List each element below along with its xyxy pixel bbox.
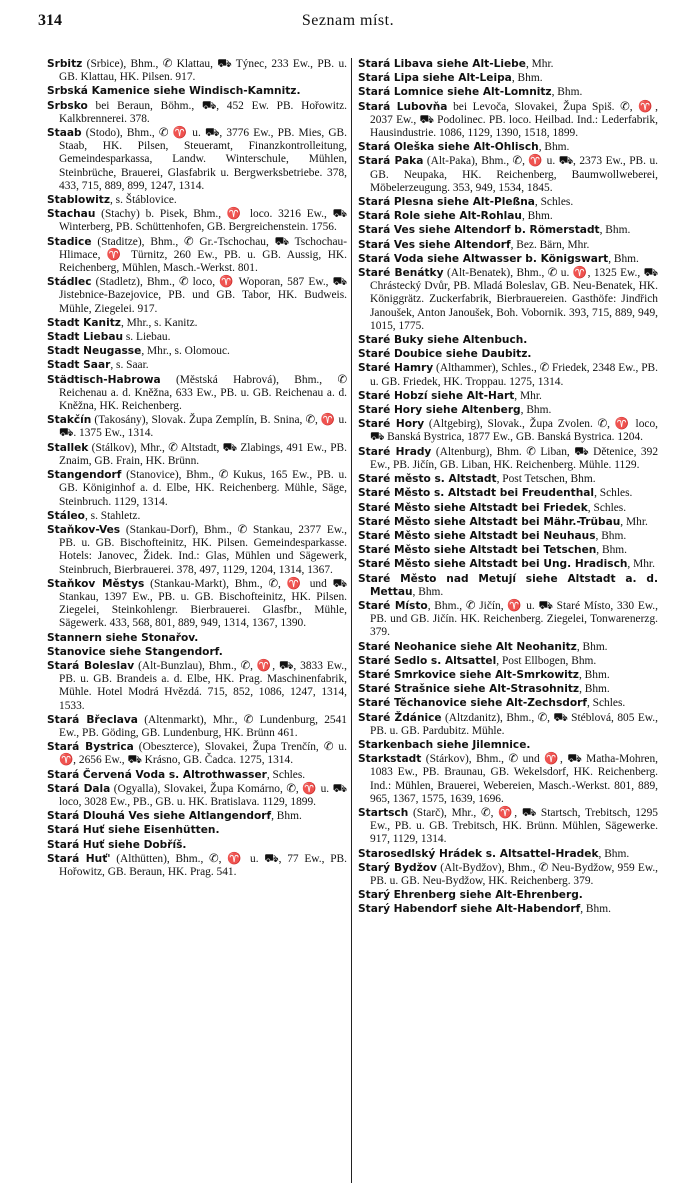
entry-headword: Stablowitz (47, 194, 110, 207)
entry-text: (Takosány), Slovak. Župa Zemplín, B. Snina, ✆, ♈ u. ⛟. 1375 Ew., 1314. (59, 414, 347, 440)
gazetteer-entry (358, 655, 658, 668)
gazetteer-entry (47, 317, 347, 330)
gazetteer-entry (358, 86, 658, 99)
gazetteer-entry (358, 573, 658, 599)
gazetteer-entry (358, 239, 658, 252)
entry-text: (Alt-Bydžov), Bhm., ✆ Neu-Bydžow, 959 Ew., PB. u. GB. Neu-Bydžow, HK. Reichenberg. 379. (370, 861, 659, 887)
entry-headword: Stará Dlouhá Ves siehe Altlangendorf (47, 810, 272, 823)
entry-text: (Altgebirg), Slovak., Župa Zvolen. ✆, ♈ loco, ⛟ Banská Bystrica, 1877 Ew., GB. Banská Bystrica. 1204. (370, 418, 659, 444)
entry-text: , Post Ellbogen, Bhm. (496, 654, 597, 667)
entry-text: (Stanovice), Bhm., ✆ Kukus, 165 Ew., PB. u. GB. Königinhof a. d. Elbe, HK. Reichenberg. Mühle, Säge, Steinbruch. 1129, 1314. (59, 469, 347, 508)
entry-text: , Bhm. (599, 224, 631, 237)
column-divider (351, 58, 352, 1183)
gazetteer-entry (358, 253, 658, 266)
entry-text: , Mhr., s. Kanitz. (120, 316, 198, 329)
gazetteer-entry (47, 853, 347, 879)
entry-headword: Stará Břeclava (47, 713, 138, 726)
gazetteer-entry (358, 72, 658, 85)
entry-headword: Städtisch-Habrowa (47, 373, 161, 386)
entry-text: , Bhm. (580, 903, 611, 916)
gazetteer-entry (358, 267, 658, 333)
entry-text: (Althütten), Bhm., ✆, ♈ u. ⛟, 77 Ew., PB. Hořowitz, GB. Beraun, HK. Prag. 541. (59, 852, 347, 878)
gazetteer-entry (358, 697, 658, 710)
entry-headword: Stallek (47, 441, 89, 454)
entry-text: , Bhm. (521, 210, 553, 223)
entry-text: , Schles. (266, 768, 306, 781)
entry-text: , Mhr., s. Olomouc. (141, 345, 230, 358)
gazetteer-entry (358, 641, 658, 654)
gazetteer-entry (47, 824, 347, 837)
gazetteer-entry (47, 236, 347, 276)
entry-headword: Staré Místo (358, 599, 428, 612)
gazetteer-entry (47, 769, 347, 782)
gazetteer-entry (47, 469, 347, 509)
gazetteer-entry (358, 600, 658, 640)
entry-headword: Stáleo (47, 509, 85, 522)
gazetteer-entry (358, 502, 658, 515)
entry-headword: Stakčín (47, 414, 92, 427)
gazetteer-entry (47, 578, 347, 631)
gazetteer-entry (47, 359, 347, 372)
entry-headword: Staré Hamry (358, 362, 434, 375)
gazetteer-entry (47, 714, 347, 740)
entry-headword: Staré Město siehe Altstadt bei Ung. Hradisch (358, 558, 628, 571)
entry-text: (Alt-Benatek), Bhm., ✆ u. ♈, 1325 Ew., ⛟ Chrástecký Dvůr, PB. Mladá Boleslav, GB. Neu-Benatek, HK. Königgrätz. Zuckerfabrik, Bierbrauereien. Gasthöfe: Jindřich Janoušek, Anton Janoušek, Boh. Vobornik. 393, 715, 889, 949, 1015, 1775. (370, 267, 659, 332)
entry-text: , Bhm. (578, 668, 610, 681)
gazetteer-entry (47, 345, 347, 358)
gazetteer-entry (47, 85, 347, 98)
entry-headword: Stará Ves siehe Altendorf (358, 238, 511, 251)
entry-text: , Schles. (534, 196, 574, 209)
gazetteer-entry (358, 224, 658, 237)
entry-headword: Staré Doubice siehe Daubitz. (358, 348, 532, 361)
entry-headword: Startsch (358, 806, 409, 819)
entry-headword: Staré Město s. Altstadt bei Freudenthal (358, 487, 595, 500)
entry-text: (Alt-Paka), Bhm., ✆, ♈ u. ⛟, 2373 Ew., PB. u. GB. Neupaka, HK. Reichenberg, Baumwollweberei, Möbelerzeugung. 353, 949, 1534, 1845. (370, 155, 658, 194)
entry-headword: Staré Město siehe Altstadt bei Mähr.-Trübau (358, 515, 621, 528)
gazetteer-entry (47, 810, 347, 823)
gazetteer-entry (358, 558, 658, 571)
gazetteer-entry (358, 141, 658, 154)
entry-text: (Alt-Bunzlau), Bhm., ✆, ♈, ⛟, 3833 Ew., PB. u. GB. Brandeis a. d. Elbe, HK. Prag. Maschinenfabrik, Mühle. Hotel Modrá Hvězdá. 715, 852, 1086, 1247, 1314, 1533. (59, 659, 347, 712)
entry-text: (Altzdanitz), Bhm., ✆, ⛟ Stéblová, 805 Ew., PB. u. GB. Pardubitz. Mühle. (370, 711, 658, 737)
entry-text: , Post Tetschen, Bhm. (496, 473, 596, 486)
page-number: 314 (38, 12, 62, 29)
entry-text: , Bhm. (412, 585, 444, 598)
gazetteer-entry (358, 196, 658, 209)
entry-headword: Starý Bydžov (358, 861, 437, 874)
entry-text: , Mhr. (627, 558, 655, 571)
entry-text: , Bhm. (598, 847, 630, 860)
entry-headword: Starkenbach siehe Jilemnice. (358, 738, 531, 751)
entry-text: (Altenmarkt), Mhr., ✆ Lundenburg, 2541 Ew., PB. Göding, GB. Lundenburg, HK. Brünn 461. (59, 713, 347, 739)
entry-headword: Staré Buky siehe Altenbuch. (358, 334, 528, 347)
entry-headword: Starý Ehrenberg siehe Alt-Ehrenberg. (358, 889, 583, 902)
gazetteer-entry (358, 889, 658, 902)
entry-text: bei Beraun, Böhm., ⛟, 452 Ew. PB. Hořowitz. Kalkbrennerei. 378. (59, 99, 347, 125)
entry-headword: Stará Huť siehe Eisenhütten. (47, 824, 220, 837)
entry-headword: Stadice (47, 235, 92, 248)
entry-text: , Bhm. (579, 683, 610, 696)
gazetteer-entry (358, 334, 658, 347)
gazetteer-entry (47, 100, 347, 126)
entry-headword: Stará Role siehe Alt-Rohlau (358, 210, 522, 223)
entry-headword: Staré město s. Altstadt (358, 473, 497, 486)
entry-headword: Staré Hory siehe Altenberg (358, 404, 521, 417)
entry-headword: Stádlec (47, 276, 92, 289)
entry-text: (Ogyalla), Slovakei, Župa Komárno, ✆, ♈ u. ⛟ loco, 3028 Ew., PB., GB. u. HK. Bratislava. 1129, 1899. (59, 782, 347, 808)
page-title: Seznam míst. (301, 12, 395, 29)
entry-headword: Staab (47, 127, 82, 140)
gazetteer-entry (358, 404, 658, 417)
entry-text: , Bhm. (538, 141, 570, 154)
gazetteer-entry (47, 194, 347, 207)
entry-text: , s. Stahletz. (84, 509, 141, 522)
entry-headword: Staré Smrkovice siehe Alt-Smrkowitz (358, 668, 579, 681)
gazetteer-entry (358, 862, 658, 888)
gazetteer-entry (358, 155, 658, 195)
entry-headword: Stanovice siehe Stangendorf. (47, 645, 223, 658)
entry-text: (Stankau-Dorf), Bhm., ✆ Stankau, 2377 Ew., PB. u. GB. Bischofteinitz, HK. Pilsen. Gemeindesparkasse. Hotels: Janovec, Židek. Ind.: Glas, Mühlen und Sägewerk, Steinbruch, Bierbrauerei. 378, 497, 1129, 1204, 1314, 1367. (59, 523, 347, 576)
entry-text: (Městská Habrová), Bhm., ✆ Reichenau a. d. Kněžna, 633 Ew., PB. u. GB. Reichenau a. d. Kněžna, HK. Reichenberg. (59, 373, 347, 413)
entry-headword: Staré Hory (358, 418, 425, 431)
gazetteer-entry (358, 362, 658, 388)
entry-headword: Staré Ždánice (358, 711, 442, 724)
entry-headword: Staňkov-Ves (47, 523, 121, 536)
entry-text: , Bhm. (551, 86, 583, 99)
gazetteer-entry (358, 807, 658, 847)
entry-headword: Stannern siehe Stonařov. (47, 631, 199, 644)
entry-text: (Stankau-Markt), Bhm., ✆, ♈ und ⛟ Stankau, 1397 Ew., PB. u. GB. Bischofteinitz, HK. Pilsen. Ziegelei, Steinkohlengr. Bierbrauerei. Glasfbr., Mühle, Sägewerk. 433, 568, 801, 889, 949, 1314, 1367, 1390. (59, 577, 347, 630)
entry-headword: Stará Boleslav (47, 659, 135, 672)
gazetteer-entry (358, 683, 658, 696)
gazetteer-entry (47, 510, 347, 523)
gazetteer-entry (358, 58, 658, 71)
gazetteer-entry (47, 783, 347, 809)
entry-text: (Staditze), Bhm., ✆ Gr.-Tschochau, ⛟ Tschochau-Hlimace, ♈ Türnitz, 260 Ew., PB. u. GB. Aussig, HK. Reichenberg, Mühlen, Masch.-Werkst. 801. (59, 235, 347, 275)
entry-text: (Althammer), Schles., ✆ Friedek, 2348 Ew., PB. u. GB. Friedek, HK. Troppau. 1275, 1314. (370, 362, 658, 388)
entry-headword: Stadt Liebau (47, 331, 124, 344)
gazetteer-entry (47, 646, 347, 659)
gazetteer-entry (358, 753, 658, 806)
entry-headword: Stará Lomnice siehe Alt-Lomnitz (358, 86, 552, 99)
entry-text: , s. Saar. (110, 359, 149, 372)
entry-text: , Schles. (587, 501, 627, 514)
gazetteer-entry (358, 739, 658, 752)
entry-text: , Bhm. (596, 544, 627, 557)
page-header (38, 12, 658, 38)
entry-headword: Stará Libava siehe Alt-Liebe (358, 58, 526, 70)
entry-text: (Stodo), Bhm., ✆ ♈ u. ⛟, 3776 Ew., PB. Mies, GB. Staab, HK. Pilsen, Steueramt, Finanzkontrolleitung, Gemeindesparkassa, Landw. Winterschule, Mühlen, Steinbrüche, Brauerei, Glasfabrik u. Bergwerksbetriebe. 378, 433, 715, 889, 899, 1247, 1314. (59, 127, 347, 192)
entry-headword: Srbsko (47, 99, 88, 112)
gazetteer-entry (358, 848, 658, 861)
entry-text: , Bhm., ✆ Jičín, ♈ u. ⛟ Staré Místo, 330 Ew., PB. und GB. Jičín. HK. Reichenberg. Ziegelei, Tonwarenerzg. 379. (370, 599, 658, 639)
entry-text: (Srbice), Bhm., ✆ Klattau, ⛟ Týnec, 233 Ew., PB. u. GB. Klattau, HK. Pilsen. 917. (59, 58, 347, 84)
gazetteer-entry (358, 903, 658, 916)
entry-headword: Staré Město siehe Altstadt bei Friedek (358, 501, 588, 514)
entry-headword: Staré Hobzí siehe Alt-Hart (358, 389, 515, 402)
entry-headword: Stadt Neugasse (47, 345, 142, 358)
entry-headword: Stará Huť siehe Dobříš. (47, 838, 187, 851)
gazetteer-entry (358, 544, 658, 557)
entry-headword: Staré Neohanice siehe Alt Neohanitz (358, 640, 577, 653)
gazetteer-entry (47, 632, 347, 645)
gazetteer-entry (47, 208, 347, 234)
gazetteer-entry (358, 418, 658, 444)
gazetteer-entry (358, 530, 658, 543)
gazetteer-entry (358, 487, 658, 500)
entry-text: , Bhm. (511, 72, 543, 85)
gazetteer-entry (358, 473, 658, 486)
gazetteer-entry (358, 669, 658, 682)
gazetteer-entry (358, 446, 658, 472)
entry-headword: Stará Bystrica (47, 741, 134, 754)
entry-headword: Staré Sedlo s. Altsattel (358, 654, 497, 667)
entry-text: , Schles. (594, 487, 633, 500)
entry-headword: Stará Lipa siehe Alt-Leipa (358, 72, 512, 85)
entry-headword: Staré Hrady (358, 445, 432, 458)
entry-headword: Staňkov Městys (47, 577, 145, 590)
gazetteer-entry (47, 741, 347, 767)
entry-headword: Stará Červená Voda s. Altrothwasser (47, 768, 267, 781)
entry-text: (Altenburg), Bhm. ✆ Liban, ⛟ Dětenice, 392 Ew., PB. Jičín, GB. Liban, HK. Reichenberg. Mühle. 1129. (370, 445, 659, 471)
entry-text: (Stálkov), Mhr., ✆ Altstadt, ⛟ Zlabings, 491 Ew., PB. Znaim, GB. Frain, HK. Brünn. (59, 441, 347, 467)
entry-headword: Stará Lubovňa (358, 100, 448, 113)
entry-text: , Bhm. (271, 810, 302, 823)
entry-text: , Mhr. (620, 515, 648, 528)
entry-headword: Staré Město siehe Altstadt bei Tetschen (358, 544, 597, 557)
entry-text: , Mhr. (525, 58, 554, 70)
entry-text: , Mhr. (514, 389, 542, 402)
gazetteer-entry (47, 839, 347, 852)
gazetteer-entry (47, 442, 347, 468)
entry-text: s. Liebau. (123, 331, 171, 344)
entry-headword: Staré Těchanovice siehe Alt-Zechsdorf (358, 697, 587, 710)
entry-text: , Bez. Bärn, Mhr. (510, 238, 590, 251)
entry-headword: Srbitz (47, 58, 83, 70)
entry-headword: Staré Benátky (358, 267, 444, 280)
entry-headword: Stadt Saar (47, 359, 111, 372)
right-column (358, 58, 658, 918)
entry-text: , Bhm. (595, 529, 627, 542)
entry-headword: Stangendorf (47, 469, 122, 482)
entry-text: (Starč), Mhr., ✆, ♈, ⛟ Startsch, Trebitsch, 1295 Ew., PB. u. GB. Trebitsch, HK. Brünn. Mühlen, Sägewerke. 917, 1129, 1314. (370, 806, 658, 846)
entry-text: (Stárkov), Bhm., ✆ und ♈, ⛟ Matha-Mohren, 1083 Ew., PB. Braunau, GB. Wekelsdorf, HK. Reichenberg. Ind.: Mühlen, Brauerei, Webereien, Masch.-Werkst. 801, 889, 965, 1367, 1575, 1639, 1696. (370, 753, 658, 805)
entry-headword: Stará Huť' (47, 852, 111, 865)
entry-headword: Starkstadt (358, 753, 422, 766)
entry-text: , Schles. (586, 697, 626, 710)
entry-text: , Bhm. (576, 640, 608, 653)
entry-headword: Staré Strašnice siehe Alt-Strasohnitz (358, 683, 580, 696)
gazetteer-entry (358, 210, 658, 223)
gazetteer-entry (358, 101, 658, 141)
entry-headword: Starosedlský Hrádek s. Altsattel-Hradek (358, 847, 599, 860)
gazetteer-entry (47, 374, 347, 414)
entry-text: bei Levoča, Slovakei, Župa Spiš. ✆, ♈, 2037 Ew., ⛟ Podolinec. PB. loco. Heilbad. Ind.: Lederfabrik, Hausindustrie. 1086, 1129, 1390, 1518, 1899. (370, 100, 658, 140)
gazetteer-entry (47, 276, 347, 316)
entry-headword: Staré Město siehe Altstadt bei Neuhaus (358, 529, 596, 542)
gazetteer-entry (358, 516, 658, 529)
entry-headword: Starý Habendorf siehe Alt-Habendorf (358, 903, 581, 916)
gazetteer-entry (47, 414, 347, 440)
entry-text: (Stachy) b. Pisek, Bhm., ♈ loco. 3216 Ew., ⛟ Winterberg, PB. Schüttenhofen, GB. Bergreichenstein. 1756. (59, 208, 347, 234)
gazetteer-entry (47, 127, 347, 193)
gazetteer-entry (47, 331, 347, 344)
entry-text: , Bhm. (608, 252, 639, 265)
entry-headword: Srbská Kamenice siehe Windisch-Kamnitz. (47, 85, 301, 98)
gazetteer-entry (47, 58, 347, 84)
entry-headword: Stadt Kanitz (47, 316, 121, 329)
entry-headword: Stará Plesna siehe Alt-Pleßna (358, 196, 535, 209)
entry-headword: Stachau (47, 208, 96, 221)
entry-headword: Staré Město nad Metují siehe Altstadt a. d. Mettau (358, 572, 658, 598)
entry-text: (Obeszterce), Slovakei, Župa Trenčín, ✆ u. ♈, 2656 Ew., ⛟ Krásno, GB. Čadca. 1275, 1314. (59, 741, 347, 767)
gazetteer-entry (47, 524, 347, 577)
gazetteer-entry (358, 712, 658, 738)
entry-text: , s. Štáblovice. (109, 194, 177, 207)
entry-text: (Stadletz), Bhm., ✆ loco, ♈ Woporan, 587 Ew., ⛟ Jistebnice-Bazejovice, PB. und GB. Tabor, HK. Budweis. Mühle, Ziegelei. 917. (59, 276, 347, 315)
entry-headword: Stará Oleška siehe Alt-Ohlisch (358, 141, 539, 154)
entry-headword: Stará Ves siehe Altendorf b. Römerstadt (358, 224, 600, 237)
entry-text: , Bhm. (520, 404, 552, 417)
entry-headword: Stará Paka (358, 155, 424, 168)
entry-headword: Stará Dala (47, 782, 111, 795)
entry-headword: Stará Voda siehe Altwasser b. Königswart (358, 252, 609, 265)
gazetteer-entry (358, 390, 658, 403)
left-column (47, 58, 347, 880)
gazetteer-entry (358, 348, 658, 361)
gazetteer-entry (47, 660, 347, 713)
